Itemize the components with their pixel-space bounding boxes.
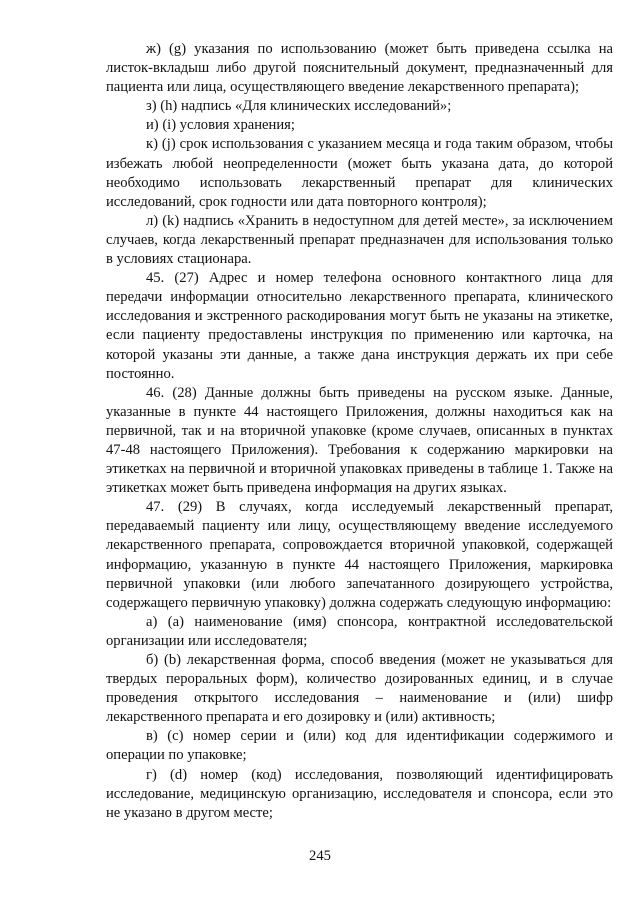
page-number: 245 — [309, 848, 331, 864]
paragraph-zh-instructions: ж) (g) указания по использованию (может быть приведена ссылка на листок-вкладыш либо другой пояснительный документ, предназначенный для пациента или лица, осуществляющего введение лекарственного препарата); — [106, 41, 613, 96]
paragraph-z-clinical-label: з) (h) надпись «Для клинических исследований»; — [146, 98, 452, 115]
paragraph-v-batch-number: в) (с) номер серии и (или) код для идентификации содержимого и операции по упаковке; — [106, 728, 613, 764]
paragraph-47-secondary-packaging: 47. (29) В случаях, когда исследуемый лекарственный препарат, передаваемый пациенту или лицу, осуществляющему введение исследуемого лекарственного препарата, сопровождается вторичной упаковкой, содержащей информацию, указанную в пункте 44 настоящего Приложения, маркировка первичной упаковки (или любого запечатанного дозирующего устройства, содержащего первичную упаковку) должна содержать следующую информацию: — [106, 499, 613, 611]
paragraph-45-contact: 45. (27) Адрес и номер телефона основного контактного лица для передачи информации относительно лекарственного препарата, клинического исследования и экстренного раскодирования могут быть не указаны на этикетке, если пациенту предоставлены инструкция по применению или карточка, на которой указаны эти данные, а также дана инструкция держать их при себе постоянно. — [106, 270, 613, 382]
paragraph-a-sponsor: а) (а) наименование (имя) спонсора, контрактной исследовательской организации или исследователя; — [106, 613, 613, 649]
paragraph-i-storage: и) (i) условия хранения; — [146, 117, 295, 134]
document-body — [106, 40, 613, 823]
paragraph-k-expiry: к) (j) срок использования с указанием месяца и года таким образом, чтобы избежать любой неопределенности (может быть указана дата, до которой необходимо использовать лекарственный препарат для клинических исследований, срок годности или дата повторного контроля); — [106, 136, 613, 210]
paragraph-l-keep-away-children: л) (k) надпись «Хранить в недоступном для детей месте», за исключением случаев, когда лекарственный препарат предназначен для использования только в условиях стационара. — [106, 212, 613, 268]
paragraph-46-language: 46. (28) Данные должны быть приведены на русском языке. Данные, указанные в пункте 44 настоящего Приложения, должны находиться как на первичной, так и на вторичной упаковке (кроме случаев, описанных в пунктах 47-48 настоящего Приложения). Требования к содержанию маркировки на этикетках на первичной и вторичной упаковках приведены в таблице 1. Также на этикетках может быть приведена информация на других языках. — [106, 384, 613, 497]
paragraph-g-study-code: г) (d) номер (код) исследования, позволяющий идентифицировать исследование, медицинскую организацию, исследователя и спонсора, если это не указано в другом месте; — [106, 766, 613, 821]
paragraph-b-dosage-form: б) (b) лекарственная форма, способ введения (может не указываться для твердых пероральных форм), количество дозированных единиц, и в случае проведения открытого исследования – наименование и (или) шифр лекарственного препарата и его дозировку и (или) активность; — [106, 652, 613, 726]
